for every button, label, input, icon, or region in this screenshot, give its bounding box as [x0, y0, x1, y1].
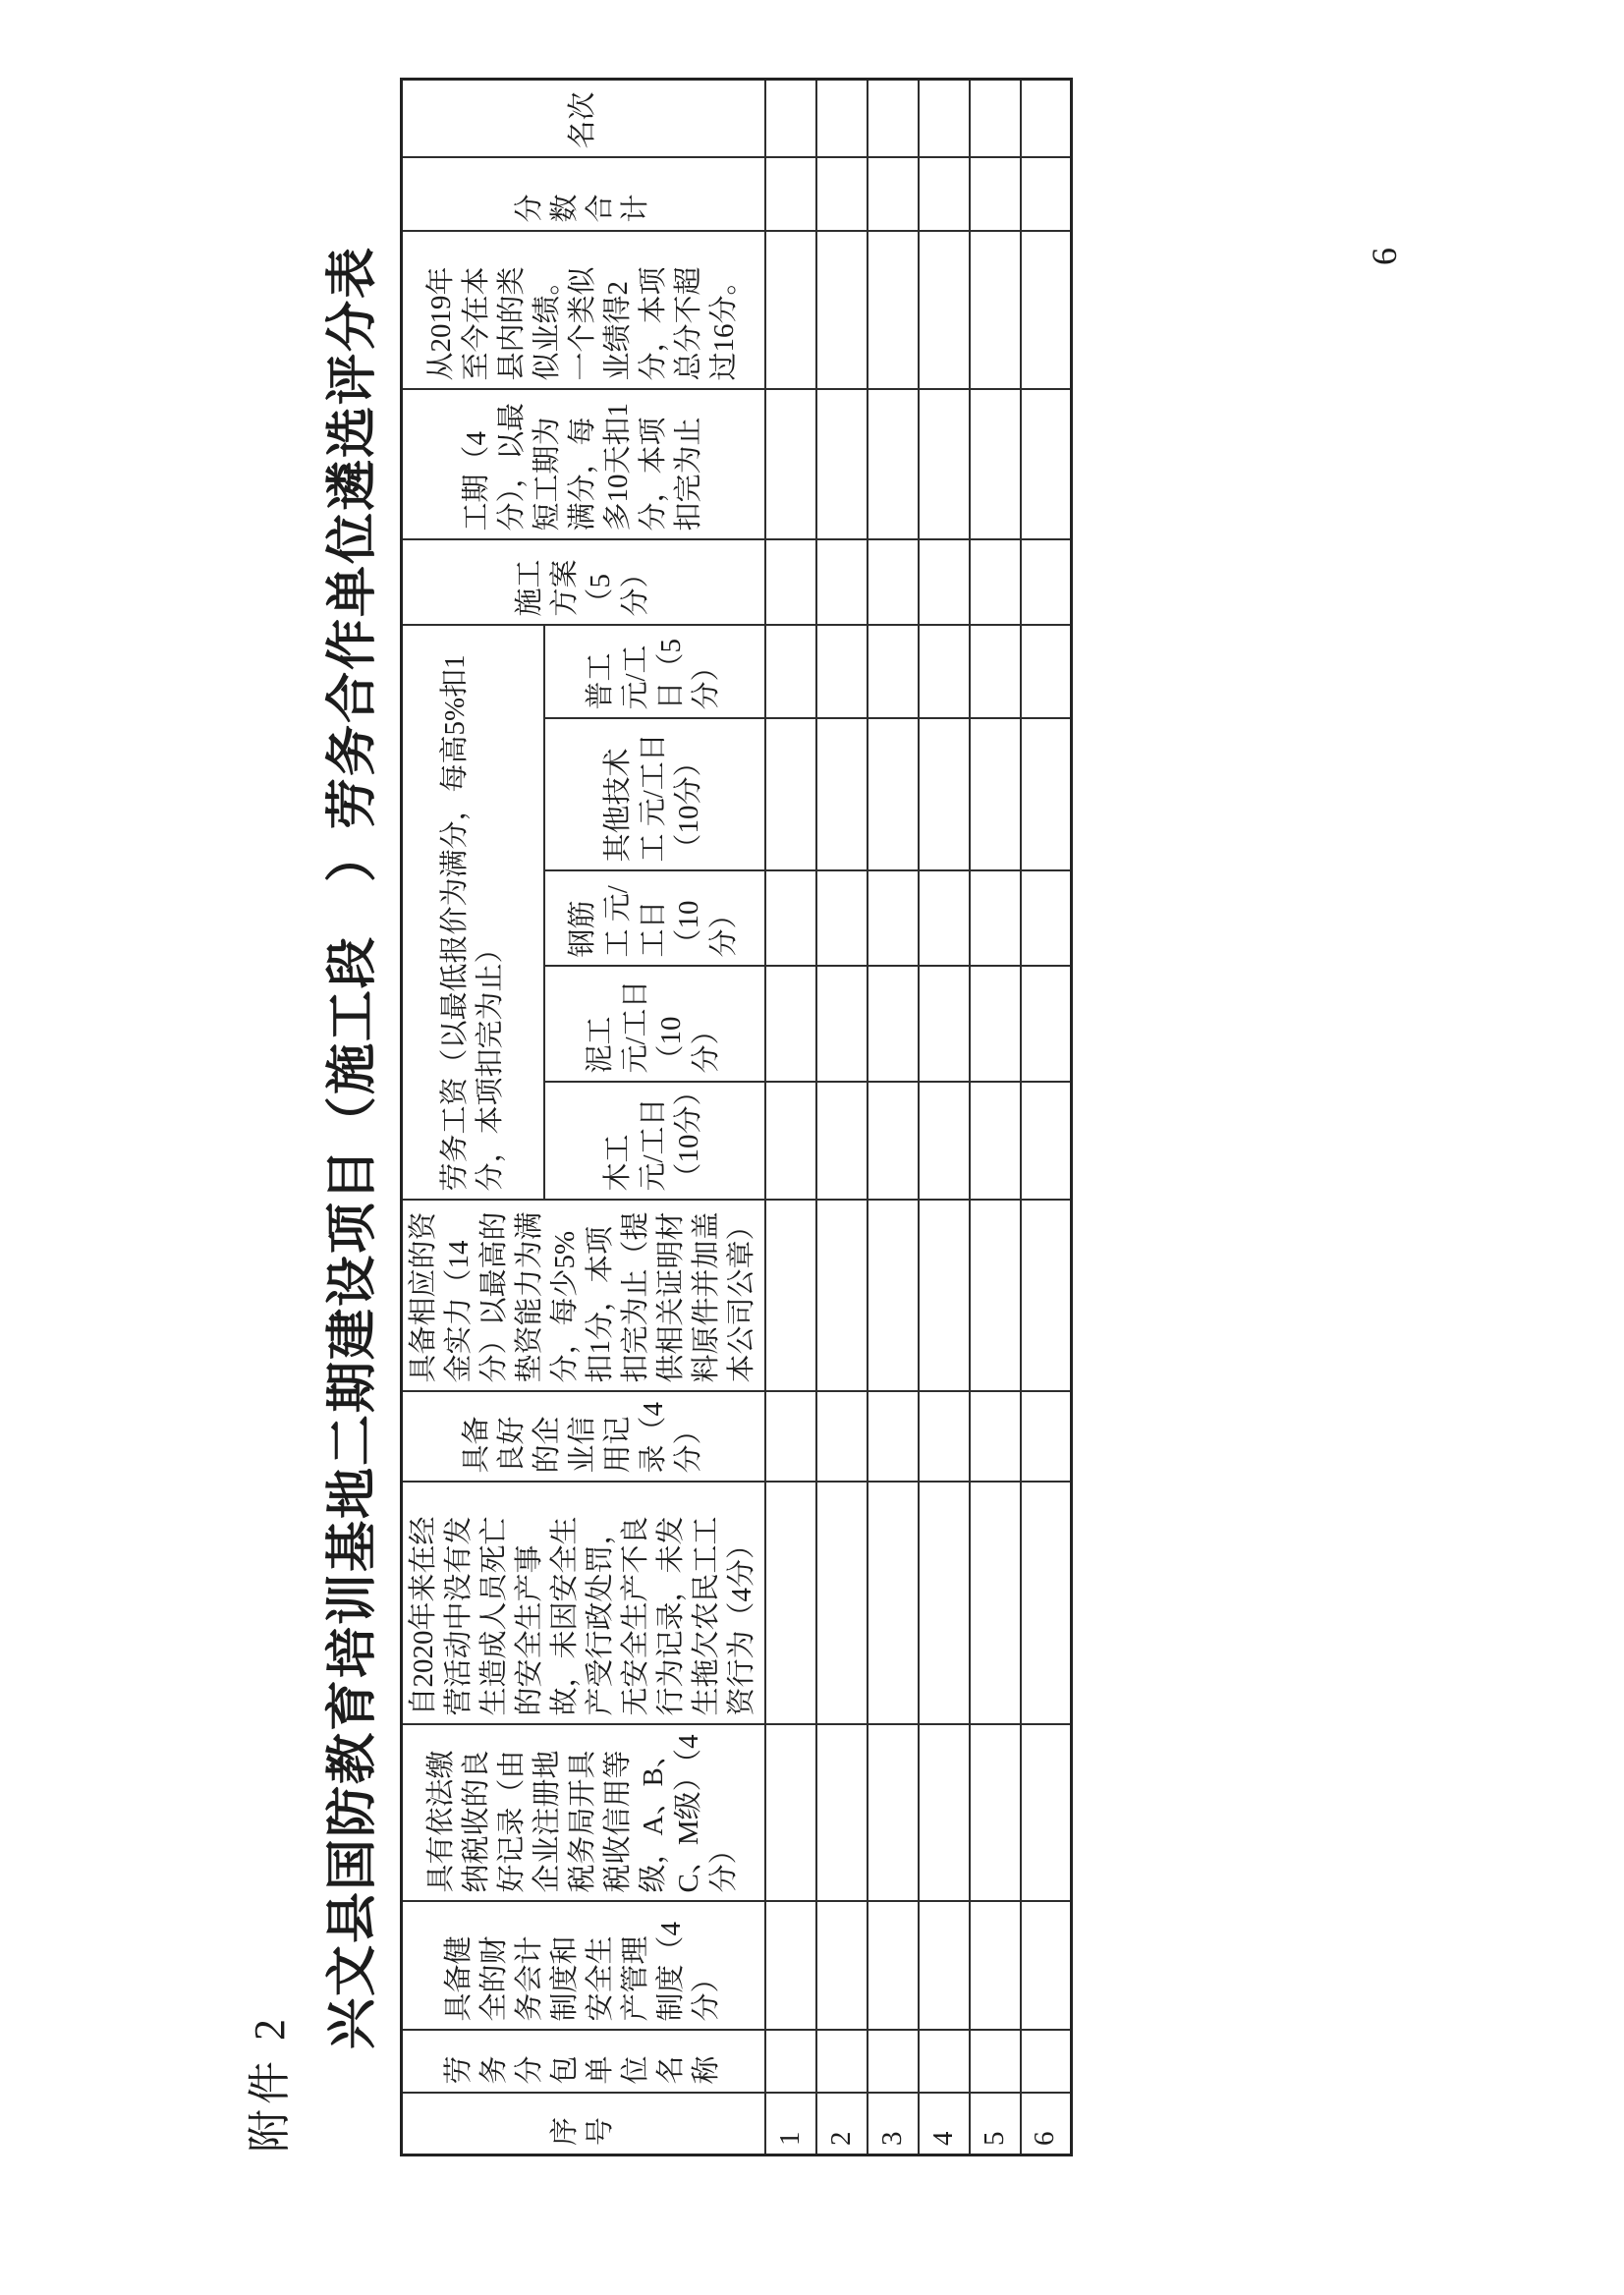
score-cell [765, 1392, 816, 1483]
score-cell [868, 871, 919, 967]
score-cell [816, 539, 868, 625]
col-header-other-technical-wage: 其他技术工 元/工日（10分） [544, 719, 765, 871]
selection-score-table [400, 78, 1073, 2156]
score-cell [970, 157, 1021, 231]
col-header-serial-number: 序号 [402, 2094, 765, 2155]
score-cell [765, 1725, 816, 1902]
score-cell [868, 967, 919, 1083]
score-cell [1021, 539, 1072, 625]
col-header-credit-record: 具备良好的企业信用记录（4分） [402, 1392, 765, 1483]
page-number: 6 [1365, 248, 1404, 265]
score-cell [816, 1201, 868, 1392]
score-cell [765, 625, 816, 718]
score-cell [970, 2031, 1021, 2094]
score-cell [816, 967, 868, 1083]
score-cell [868, 231, 919, 389]
score-cell [1021, 1201, 1072, 1392]
page-title: 兴文县国防教育培训基地二期建设项目（施工段 ）劳务合作单位遴选评分表 [325, 246, 381, 2050]
table-row [970, 79, 1021, 2155]
score-cell [868, 389, 919, 539]
score-cell [1021, 2031, 1072, 2094]
score-cell [970, 231, 1021, 389]
score-cell [868, 1483, 919, 1725]
score-cell [816, 389, 868, 539]
score-cell [816, 1392, 868, 1483]
score-cell [1021, 157, 1072, 231]
score-cell [919, 1083, 970, 1201]
score-cell [970, 1083, 1021, 1201]
score-cell [970, 967, 1021, 1083]
score-cell [919, 2031, 970, 2094]
col-header-finance-system: 具备健全的财务会计制度和安全生产管理制度（4分） [402, 1902, 765, 2031]
score-cell [919, 967, 970, 1083]
table-row [919, 79, 970, 2155]
score-cell [868, 1725, 919, 1902]
score-cell [919, 157, 970, 231]
score-cell [868, 79, 919, 157]
col-group-labor-wages: 劳务工资（以最低报价为满分，每高5%扣1分，本项扣完为止） [402, 625, 545, 1200]
score-cell [765, 1083, 816, 1201]
score-cell [1021, 1392, 1072, 1483]
score-cell [868, 719, 919, 871]
serial-number-cell: 2 [816, 2094, 868, 2155]
score-cell [816, 1725, 868, 1902]
score-cell [1021, 967, 1072, 1083]
serial-number-cell: 1 [765, 2094, 816, 2155]
score-cell [816, 231, 868, 389]
score-cell [1021, 1725, 1072, 1902]
score-cell [765, 231, 816, 389]
score-cell [919, 1725, 970, 1902]
score-cell [1021, 1483, 1072, 1725]
score-cell [868, 1201, 919, 1392]
score-cell [919, 1902, 970, 2031]
score-cell [868, 1392, 919, 1483]
score-cell [970, 871, 1021, 967]
score-cell [1021, 1083, 1072, 1201]
attachment-label: 附件 2 [246, 2014, 294, 2153]
score-cell [1021, 231, 1072, 389]
col-header-safety-record: 自2020年来在经营活动中没有发生造成人员死亡的安全生产事故，未因安全生产受行政处罚，无安全生产不良行为记录，未发生拖欠农民工工资行为（4分） [402, 1483, 765, 1725]
score-cell [868, 2031, 919, 2094]
score-cell [919, 539, 970, 625]
serial-number-cell: 4 [919, 2094, 970, 2155]
col-header-capital-strength: 具备相应的资金实力（14分）以最高的垫资能力为满分，每少5%扣1分，本项扣完为止（提供相关证明材料原件并加盖本公司公章） [402, 1201, 765, 1392]
score-cell [868, 157, 919, 231]
score-cell [816, 157, 868, 231]
score-cell [919, 719, 970, 871]
score-cell [919, 1201, 970, 1392]
score-cell [970, 1902, 1021, 2031]
score-cell [919, 231, 970, 389]
score-cell [970, 1201, 1021, 1392]
score-cell [816, 871, 868, 967]
score-cell [970, 625, 1021, 718]
score-cell [1021, 871, 1072, 967]
score-cell [765, 1902, 816, 2031]
score-cell [1021, 79, 1072, 157]
serial-number-cell: 5 [970, 2094, 1021, 2155]
score-cell [816, 1083, 868, 1201]
score-cell [765, 871, 816, 967]
score-cell [868, 539, 919, 625]
score-cell [919, 79, 970, 157]
table-row [868, 79, 919, 2155]
score-cell [765, 539, 816, 625]
score-cell [970, 539, 1021, 625]
score-cell [868, 625, 919, 718]
score-cell [868, 1902, 919, 2031]
col-header-mason-wage: 泥工 元/工日（10分） [544, 967, 765, 1083]
score-cell [816, 79, 868, 157]
score-cell [970, 1725, 1021, 1902]
score-cell [816, 719, 868, 871]
score-cell [816, 2031, 868, 2094]
col-header-general-worker-wage: 普工 元/工日（5分） [544, 625, 765, 718]
score-cell [868, 1083, 919, 1201]
score-cell [765, 389, 816, 539]
score-cell [919, 1483, 970, 1725]
score-cell [765, 2031, 816, 2094]
score-cell [970, 719, 1021, 871]
serial-number-cell: 3 [868, 2094, 919, 2155]
col-header-similar-performance: 从2019年至今在本县内的类似业绩。一个类似业绩得2分，本项总分不超过16分。 [402, 231, 765, 389]
score-cell [765, 157, 816, 231]
score-cell [1021, 625, 1072, 718]
serial-number-cell: 6 [1021, 2094, 1072, 2155]
score-cell [919, 1392, 970, 1483]
score-cell [765, 1201, 816, 1392]
score-cell [970, 389, 1021, 539]
col-header-total-score: 分数合计 [402, 157, 765, 231]
score-cell [1021, 719, 1072, 871]
table-row [816, 79, 868, 2155]
score-cell [765, 967, 816, 1083]
score-cell [816, 1483, 868, 1725]
score-cell [970, 79, 1021, 157]
table-row [765, 79, 816, 2155]
col-header-duration: 工期（4分），以最短工期为满分，每多10天扣1分，本项扣完为止 [402, 389, 765, 539]
score-cell [765, 719, 816, 871]
col-header-construction-plan: 施工方案（5分） [402, 539, 765, 625]
score-cell [919, 389, 970, 539]
score-cell [816, 625, 868, 718]
col-header-rebar-worker-wage: 钢筋工 元/工日（10分） [544, 871, 765, 967]
col-header-subcontractor-name: 劳务分包单位名称 [402, 2031, 765, 2094]
score-cell [765, 79, 816, 157]
score-cell [919, 625, 970, 718]
col-header-carpenter-wage: 木工 元/工日（10分） [544, 1083, 765, 1201]
col-header-tax-record: 具有依法缴纳税收的良好记录（由企业注册地税务局开具税收信用等级，A、B、C、M级）（4分） [402, 1725, 765, 1902]
score-cell [765, 1483, 816, 1725]
table-row [1021, 79, 1072, 2155]
score-cell [816, 1902, 868, 2031]
score-cell [919, 871, 970, 967]
score-cell [970, 1392, 1021, 1483]
col-header-rank: 名次 [402, 79, 765, 157]
score-cell [970, 1483, 1021, 1725]
score-cell [1021, 389, 1072, 539]
score-cell [1021, 1902, 1072, 2031]
